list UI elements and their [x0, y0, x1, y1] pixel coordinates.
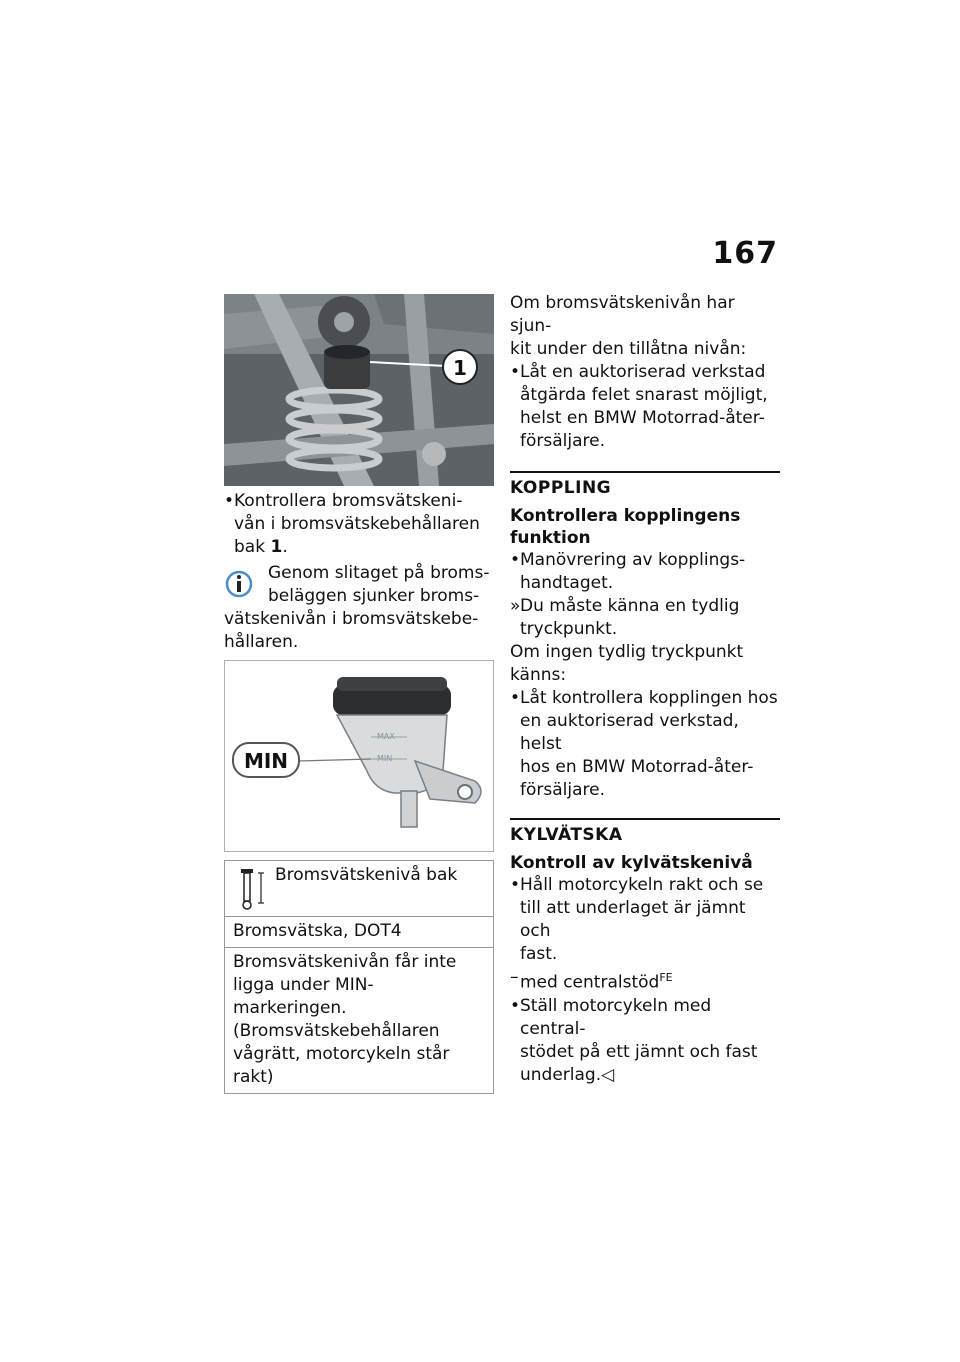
step-workshop: • Låt en auktoriserad verkstad åtgärda felet snarast möjligt, helst en BMW Motorrad-åter- försäljare.	[510, 362, 768, 451]
section-divider	[510, 471, 780, 473]
level-gauge-icon	[237, 867, 267, 911]
subheading-coolant-level: Kontroll av kylvätskenivå	[510, 853, 753, 873]
step-clutch-workshop: • Låt kontrollera kopplingen hos en auktoriserad verkstad, helst hos en BMW Motorrad-åter- försäljare.	[510, 688, 778, 800]
section-heading-kylvatska: KYLVÄTSKA	[510, 825, 623, 845]
spec-header	[225, 861, 493, 916]
step-hold-upright: • Håll motorcykeln rakt och se till att underlaget är jämnt och fast.	[510, 875, 764, 964]
condition-text: Om ingen tydlig tryckpunkt känns:	[510, 642, 744, 685]
left-step-check-level: • Kontrollera bromsvätskeni- vån i bromsvätskebehållaren bak 1.	[224, 491, 480, 557]
bullet-icon: •	[510, 550, 521, 570]
section-divider	[510, 818, 780, 820]
info-note: Genom slitaget på broms- beläggen sjunker broms- vätskenivån i bromsvätskebe- hållaren.	[224, 563, 490, 652]
spec-note: Bromsvätskenivån får inte ligga under MIN-markeringen. (Bromsvätskebehållaren vågrätt, motorcykeln står rakt)	[225, 947, 493, 1093]
info-icon	[224, 566, 254, 604]
option-code: FE	[659, 971, 673, 984]
dash-icon: –	[510, 967, 519, 987]
step-centerstand: • Ställ motorcykeln med central- stödet på ett jämnt och fast underlag.◁	[510, 995, 758, 1085]
min-label: MIN	[243, 749, 289, 773]
reservoir-drawing	[225, 661, 493, 851]
reservoir-frame-illustration	[224, 294, 494, 486]
page-number: 167	[712, 236, 778, 271]
max-mark: MAX	[377, 732, 395, 741]
bullet-icon: •	[510, 875, 521, 895]
spec-fluid: Bromsvätska, DOT4	[225, 916, 493, 947]
callout-ref: 1	[270, 537, 283, 557]
reservoir-min-mark-illustration	[224, 660, 494, 852]
spec-title: Bromsvätskenivå bak	[275, 865, 458, 885]
intro-text: Om bromsvätskenivån har sjun- kit under den tillåtna nivån:	[510, 293, 747, 359]
bullet-icon: •	[224, 491, 235, 511]
subheading-clutch-function: Kontrollera kopplingens funktion	[510, 506, 741, 548]
section-heading-koppling: KOPPLING	[510, 478, 612, 498]
bullet-icon: •	[510, 362, 521, 382]
variant-centerstand: – med centralstöd$^{FE}$	[510, 967, 673, 993]
min-mark: MIN	[377, 754, 393, 763]
bullet-icon: •	[510, 688, 521, 708]
bullet-icon: •	[510, 995, 521, 1016]
result-icon: »	[510, 596, 521, 616]
brake-fluid-spec-box	[224, 860, 494, 1094]
rear-brake-reservoir-photo	[224, 294, 494, 486]
callout-1: 1	[453, 356, 467, 380]
right-column	[510, 292, 780, 1087]
step-clutch-lever: • Manövrering av kopplings- handtaget.	[510, 550, 746, 593]
end-of-section-icon: ◁	[601, 1064, 615, 1085]
result-pressure-point: » Du måste känna en tydlig tryckpunkt.	[510, 596, 740, 639]
